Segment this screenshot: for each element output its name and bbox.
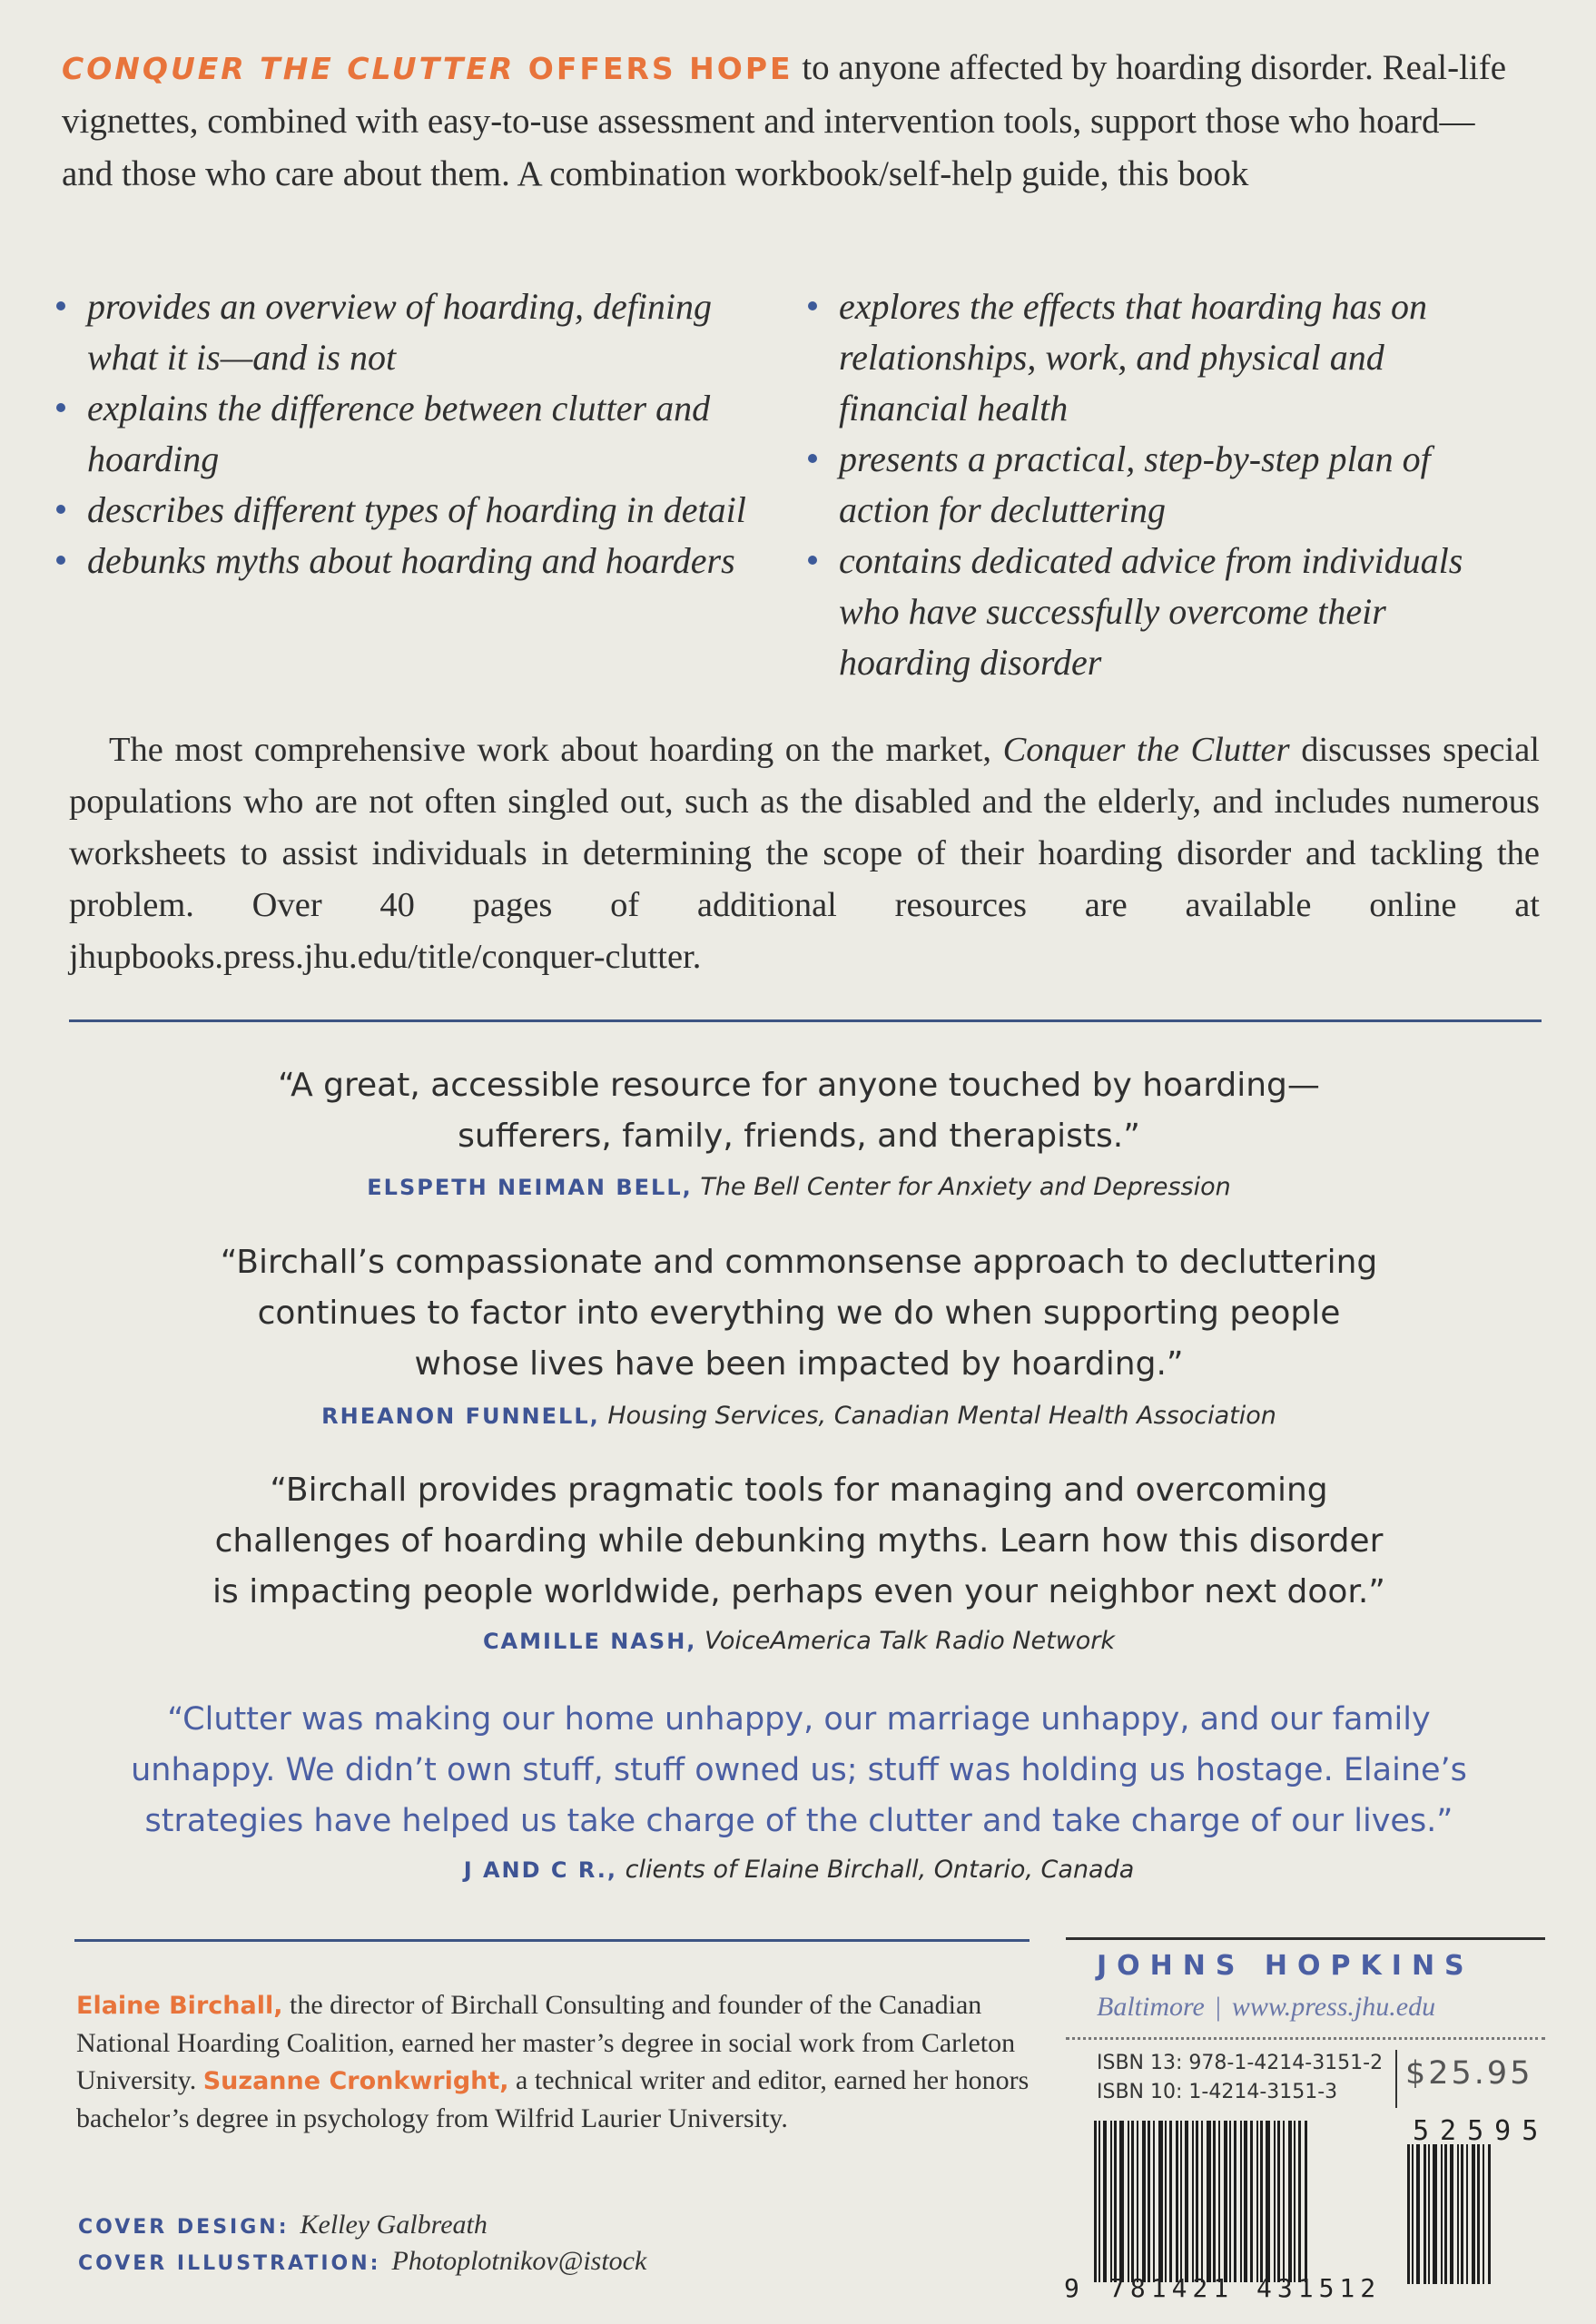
barcode-bar [1461,2144,1463,2284]
barcode-bar [1283,2121,1285,2282]
publisher-rule [1066,1937,1545,1940]
divider-top [69,1019,1542,1022]
cover-illustration-credit: COVER ILLUSTRATION: Photoplotnikov@istock [78,2246,647,2276]
barcode-bar [1119,2121,1124,2282]
barcode-bar [1234,2121,1236,2282]
feature-bullets [54,281,1525,688]
barcode-bar [1218,2121,1220,2282]
barcode-bar [1457,2144,1459,2284]
barcode-bar [1412,2144,1414,2284]
bullet-item: describes different types of hoarding in detail [54,485,781,536]
intro-text: to anyone affected by hoarding disorder. Real-life vignettes, combined with easy-to-use assessment and intervention tools, support those who hoard—and those who care about them. A combination workbook/self-help guide, this book [62,48,1507,193]
bullet-dot-icon [56,301,65,310]
testimonial-attribution: CAMILLE NASH, VoiceAmerica Talk Radio Network [482,1627,1116,1655]
barcode-bar [1137,2121,1138,2282]
bullet-dot-icon [56,556,65,565]
barcode-bar [1244,2121,1247,2282]
barcode-digits-right: 431512 [1256,2273,1382,2303]
barcode-bar [1277,2121,1280,2282]
bullet-item: debunks myths about hoarding and hoarders [54,536,781,586]
bullet-item: explores the effects that hoarding has on relationships, work, and physical and financial health [806,281,1514,434]
testimonial-quote: “A great, accessible resource for anyone touched by hoarding— sufferers, family, friends, and therapists.” [278,1067,1320,1155]
barcode-bar [1098,2121,1100,2282]
cover-design-credit: COVER DESIGN: Kelley Galbreath [78,2210,488,2240]
testimonial-quote: “Birchall provides pragmatic tools for managing and overcoming challenges of hoarding while debunking myths. Learn how this disorder is impacting people worldwide, perhaps even your neighbor next door.” [212,1472,1385,1610]
barcode-bar [1148,2121,1150,2282]
barcode-bar [1288,2121,1292,2282]
barcode-bar [1192,2121,1194,2282]
barcode-bar [1176,2121,1178,2282]
barcode-digits-left: 781421 [1109,2273,1235,2303]
barcode-bar [1207,2121,1211,2282]
barcode-bar [1441,2144,1443,2284]
barcode-bar [1466,2144,1468,2284]
testimonial-attribution: ELSPETH NEIMAN BELL, The Bell Center for Anxiety and Depression [367,1173,1231,1201]
barcode-bar [1305,2121,1307,2282]
description-paragraph: The most comprehensive work about hoarding on the market, Conquer the Clutter discusses special populations who are not often singled out, such as the disabled and the elderly, and includes numerous worksheets to assist individuals in determining the scope of their hoarding disorder and tackling the problem. Over 40 pages of additional resources are available online at jhupbooks.press.jhu.edu/title/conquer-clutter. [69,731,1540,976]
addon-digits: 52595 [1413,2115,1550,2147]
barcode-bar [1424,2144,1426,2284]
barcode-bar [1477,2144,1480,2284]
barcode-bar [1103,2121,1107,2282]
barcode-bar [1110,2121,1112,2282]
barcode-bar [1416,2144,1420,2284]
barcode-bar [1128,2121,1129,2282]
testimonial-quote: “Birchall’s compassionate and commonsense approach to decluttering continues to factor into everything we do when supporting people whose lives have been impacted by hoarding.” [220,1244,1378,1383]
barcode-bar [1450,2144,1453,2284]
barcode-bar [1428,2144,1430,2284]
barcode-bar [1250,2121,1253,2282]
barcode-bar [1094,2121,1097,2282]
barcode-bar [1142,2121,1146,2282]
barcode-first-digit: 9 [1064,2273,1079,2303]
barcode-bar [1229,2121,1231,2282]
barcode-bar [1294,2121,1296,2282]
isbn-barcode [1094,2121,1394,2282]
bullet-dot-icon [808,301,817,310]
bullet-item: explains the difference between clutter and hoarding [54,383,781,485]
bullet-dot-icon [56,505,65,514]
price-addon-barcode [1407,2144,1543,2284]
barcode-bar [1224,2121,1227,2282]
barcode-bar [1153,2121,1155,2282]
barcode-bar [1433,2144,1437,2284]
barcode-bar [1213,2121,1216,2282]
bullet-item: presents a practical, step-by-step plan of action for decluttering [806,434,1514,536]
barcode-bar [1240,2121,1242,2282]
bullet-dot-icon [808,556,817,565]
publisher-url: www.press.jhu.edu [1231,1992,1436,2022]
barcode-bar [1488,2144,1491,2284]
price: $25.95 [1405,2055,1533,2092]
book-title: Conquer the Clutter [1002,731,1290,769]
barcode-bar [1180,2121,1182,2282]
barcode-bar [1196,2121,1198,2282]
barcode-bar [1260,2121,1263,2282]
bullet-list-right [806,281,1514,688]
barcode-bar [1472,2144,1475,2284]
bullet-dot-icon [56,403,65,412]
dotted-divider [1066,2037,1545,2040]
testimonial-quote: “Clutter was making our home unhappy, our marriage unhappy, and our family unhappy. We didn’t own stuff, stuff owned us; stuff was holding us hostage. Elaine’s strategies have helped us take charge of the clutter and take charge of our lives.” [131,1701,1467,1839]
barcode-bar [1407,2144,1410,2284]
bullet-dot-icon [808,454,817,463]
isbn-10: ISBN 10: 1-4214-3151-3 [1097,2081,1338,2103]
barcode-bar [1169,2121,1172,2282]
barcode-bar [1114,2121,1117,2282]
barcode-bar [1256,2121,1258,2282]
bullet-item: provides an overview of hoarding, defining what it is—and is not [54,281,781,383]
bullet-item: contains dedicated advice from individuals who have successfully overcome their hoarding disorder [806,536,1514,688]
intro-paragraph [62,42,1514,201]
barcode-bar [1298,2121,1301,2282]
barcode-bar [1483,2144,1484,2284]
author-name: Elaine Birchall, [76,1992,283,2020]
divider-bottom [74,1939,1030,1942]
barcode-bar [1165,2121,1167,2282]
barcode-bar [1158,2121,1163,2282]
testimonial-attribution: J AND C R., clients of Elaine Birchall, Ontario, Canada [463,1856,1135,1884]
barcode-bar [1444,2144,1447,2284]
publisher-name: JOHNS HOPKINS [1097,1950,1474,1982]
bullet-list-left [54,281,781,688]
price-divider [1395,2050,1397,2108]
barcode-bar [1274,2121,1276,2282]
barcode-bar [1131,2121,1134,2282]
author-bio: Elaine Birchall, the director of Birchall Consulting and founder of the Canadian National Hoarding Coalition, earned her master’s degree in social work from Carleton University. Suzanne Cronkwright, a technical writer and editor, earned her honors bachelor’s degree in psychology from Wilfrid Laurier University. [76,1990,1030,2133]
testimonial-attribution: RHEANON FUNNELL, Housing Services, Canadian Mental Health Association [321,1402,1276,1430]
isbn-13: ISBN 13: 978-1-4214-3151-2 [1097,2052,1384,2074]
barcode-bar [1266,2121,1270,2282]
barcode-bar [1201,2121,1203,2282]
intro-lead: CONQUER THE CLUTTER OFFERS HOPE [62,51,793,86]
barcode-bar [1185,2121,1188,2282]
author-name: Suzanne Cronkwright, [202,2067,509,2095]
publisher-location: Baltimore | www.press.jhu.edu [1097,1992,1436,2022]
